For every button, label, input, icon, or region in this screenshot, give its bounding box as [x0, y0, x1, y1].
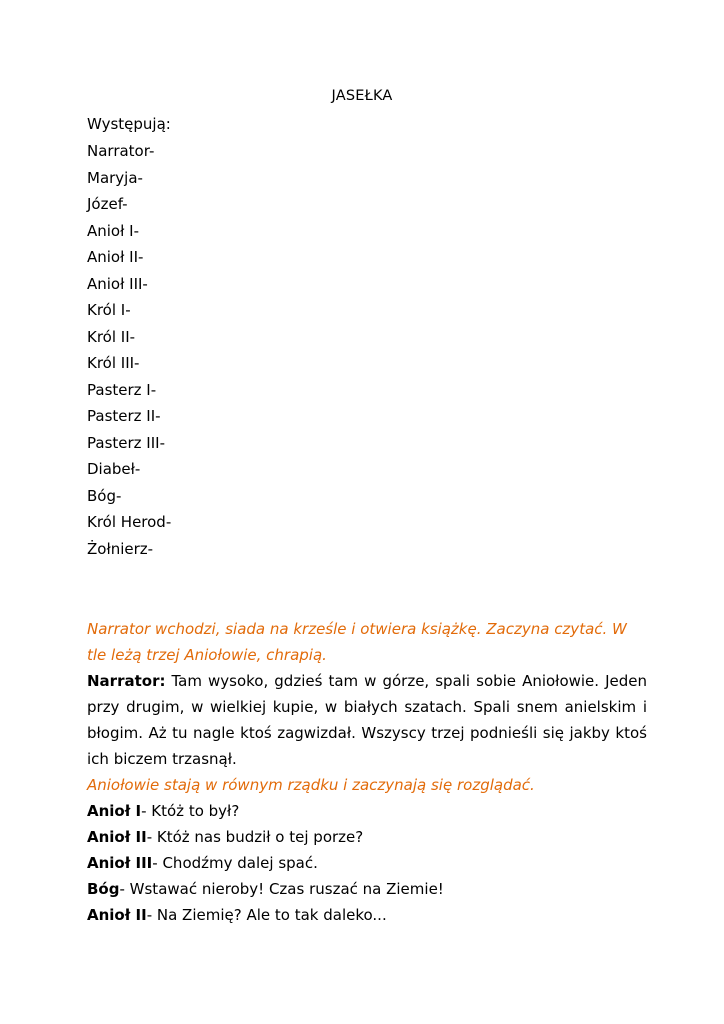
speaker-name: Bóg [87, 880, 120, 898]
cast-item: Król Herod- [87, 513, 172, 531]
speaker-name: Anioł I [87, 802, 142, 820]
cast-item: Józef- [87, 195, 128, 213]
cast-item: Król II- [87, 327, 136, 346]
cast-item: Anioł II- [87, 248, 144, 266]
cast-item: Król I- [87, 301, 131, 319]
line-text: - Któż nas budził o tej porze? [146, 828, 364, 846]
line-text: - Chodźmy dalej spać. [152, 854, 318, 872]
cast-item: Żołnierz- [87, 539, 154, 558]
cast-item: Pasterz I- [87, 380, 157, 399]
speaker-name: Anioł II [87, 906, 147, 924]
dialogue-line [87, 850, 647, 876]
cast-item: Maryja- [87, 168, 143, 187]
cast-item: Anioł I- [87, 221, 139, 240]
dialogue-line [87, 876, 647, 902]
line-text: Tam wysoko, gdzieś tam w górze, spali sobie Aniołowie. Jeden przy drugim, w wielkiej kupie, w białych szatach. Spali snem anielskim i błogim. Aż tu nagle ktoś zagwizdał. Wszyscy trzej podnieśli się jakby ktoś ich biczem trzasnął. [87, 672, 647, 768]
cast-item: Narrator- [87, 142, 155, 160]
cast-item: Pasterz III- [87, 433, 165, 452]
cast-heading: Występują: [87, 115, 171, 133]
speaker-name: Narrator: [87, 672, 166, 690]
speaker-name: Anioł II [87, 828, 147, 846]
dialogue-line [87, 798, 647, 824]
line-text: - Wstawać nieroby! Czas ruszać na Ziemie! [119, 880, 444, 898]
stage-direction: Aniołowie stają w równym rządku i zaczynają się rozglądać. [87, 776, 535, 794]
dialogue-line [87, 902, 647, 928]
cast-item: Anioł III- [87, 274, 148, 293]
stage-direction: Narrator wchodzi, siada na krześle i otwiera książkę. Zaczyna czytać. W tle leżą trzej Aniołowie, chrapią. [87, 620, 627, 664]
cast-item: Bóg- [87, 486, 122, 505]
script-body [87, 616, 647, 928]
line-text: - Na Ziemię? Ale to tak daleko... [146, 906, 387, 924]
line-text: - Któż to był? [141, 802, 240, 820]
document-title: JASEŁKA [331, 88, 393, 104]
cast-item: Pasterz II- [87, 407, 161, 425]
cast-list [87, 138, 171, 562]
narrator-paragraph [87, 668, 647, 772]
cast-item: Król III- [87, 354, 140, 372]
speaker-name: Anioł III [87, 854, 153, 872]
cast-item: Diabeł- [87, 460, 141, 478]
dialogue-line [87, 824, 647, 850]
